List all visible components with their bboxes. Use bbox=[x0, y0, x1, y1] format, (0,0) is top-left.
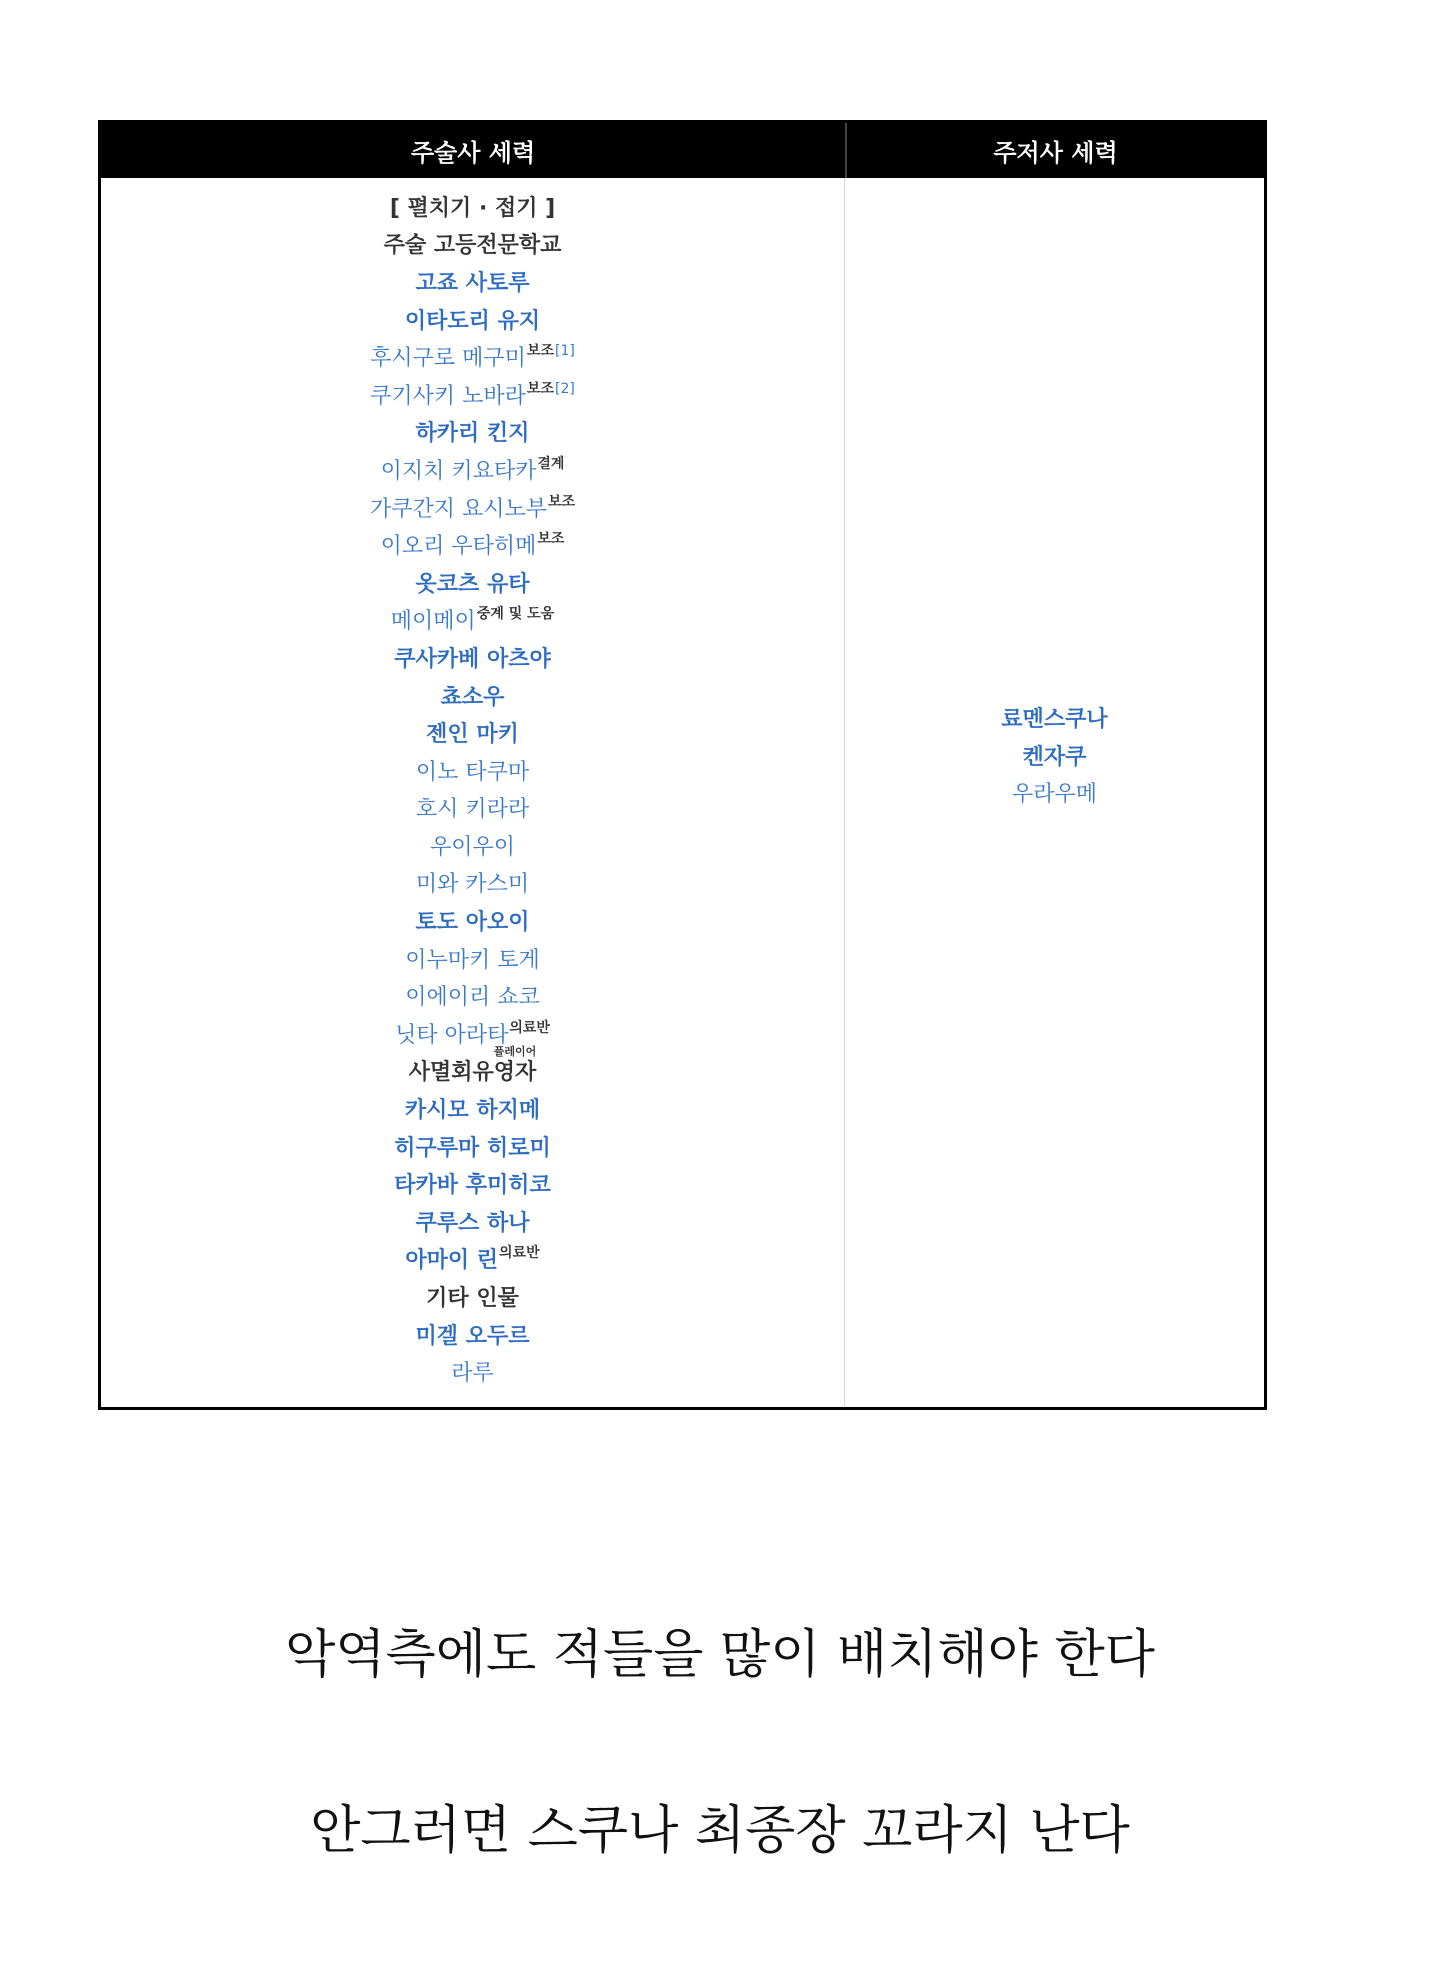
ruby-base: 영자 bbox=[493, 1060, 537, 1086]
section-heading bbox=[384, 228, 562, 266]
row-label: 주술 고등전문학교 bbox=[383, 233, 562, 259]
character-link[interactable] bbox=[416, 867, 529, 905]
expand-collapse-toggle[interactable]: [ 펼치기 · 접기 ] bbox=[389, 195, 556, 221]
row-label[interactable]: 이노 타쿠마 bbox=[415, 759, 530, 785]
character-link[interactable] bbox=[416, 792, 529, 830]
row-label[interactable]: 닛타 아라타 bbox=[395, 1022, 509, 1048]
character-link[interactable] bbox=[441, 679, 505, 717]
header-curse-user-faction: 주저사 세력 bbox=[993, 139, 1118, 167]
character-link[interactable] bbox=[381, 453, 565, 491]
character-link[interactable] bbox=[405, 1243, 539, 1281]
row-label[interactable]: 미겔 오두르 bbox=[415, 1323, 530, 1349]
character-link[interactable] bbox=[416, 566, 530, 604]
character-link[interactable] bbox=[394, 641, 550, 679]
character-link[interactable] bbox=[394, 1130, 550, 1168]
row-label[interactable]: 카시모 하지메 bbox=[404, 1098, 541, 1124]
table-body bbox=[101, 178, 1264, 1407]
character-link[interactable]: 우라우메 bbox=[1011, 782, 1097, 808]
row-label[interactable]: 쵸소우 bbox=[440, 684, 505, 710]
character-link[interactable] bbox=[416, 265, 530, 303]
heading-text: 사멸회유 bbox=[408, 1060, 494, 1086]
row-label[interactable]: 후시구로 메구미 bbox=[370, 346, 526, 372]
character-link[interactable] bbox=[405, 942, 540, 980]
character-link[interactable] bbox=[416, 904, 530, 942]
row-label[interactable]: 쿠기사키 노바라 bbox=[370, 383, 526, 409]
row-label[interactable]: 이지치 키요타카 bbox=[380, 458, 537, 484]
character-link[interactable] bbox=[370, 378, 575, 416]
role-annotation: 보조 bbox=[537, 531, 565, 548]
role-annotation: 중계 및 도움 bbox=[476, 606, 555, 623]
row-label[interactable]: 우이우이 bbox=[429, 834, 515, 860]
role-annotation: 보조 bbox=[526, 343, 554, 360]
curse-user-faction-list bbox=[845, 178, 1264, 1407]
faction-table bbox=[98, 120, 1267, 1410]
row-label[interactable]: 이오리 우타히메 bbox=[380, 534, 537, 560]
character-link[interactable] bbox=[370, 491, 575, 529]
character-link[interactable] bbox=[370, 340, 575, 378]
character-link[interactable]: 료멘스쿠나 bbox=[1001, 706, 1108, 732]
character-link[interactable] bbox=[416, 1318, 530, 1356]
row-label[interactable]: 쿠루스 하나 bbox=[415, 1210, 530, 1236]
row-label[interactable]: 젠인 마키 bbox=[426, 722, 519, 748]
row-label[interactable]: 이누마키 토게 bbox=[405, 947, 540, 973]
row-label[interactable]: 라루 bbox=[451, 1361, 494, 1387]
row-label[interactable]: 호시 키라라 bbox=[415, 797, 530, 823]
caption-line-1: 악역측에도 적들을 많이 배치해야 한다 bbox=[285, 1625, 1155, 1685]
table-header bbox=[101, 123, 1264, 178]
row-label[interactable]: 쿠사카베 아츠야 bbox=[394, 646, 551, 672]
character-link[interactable] bbox=[405, 303, 540, 341]
caption-line-2: 안그러면 스쿠나 최종장 꼬라지 난다 bbox=[310, 1801, 1130, 1861]
row-label[interactable]: 타카바 후미히코 bbox=[394, 1173, 551, 1199]
character-link[interactable] bbox=[394, 1167, 550, 1205]
role-annotation: 보조 bbox=[547, 493, 576, 510]
character-link[interactable]: 켄자쿠 bbox=[1022, 744, 1087, 770]
character-link[interactable] bbox=[416, 754, 529, 792]
row-label[interactable]: 이타도리 유지 bbox=[404, 308, 541, 334]
row-label[interactable]: 토도 아오이 bbox=[415, 910, 530, 936]
row-label[interactable]: 하카리 킨지 bbox=[415, 421, 530, 447]
character-link[interactable] bbox=[381, 528, 565, 566]
row-label[interactable]: 이에이리 쇼코 bbox=[405, 985, 540, 1011]
row-label[interactable]: 가쿠간지 요시노부 bbox=[369, 496, 547, 522]
footnote-ref[interactable]: [2] bbox=[554, 380, 575, 397]
row-label[interactable]: 미와 카스미 bbox=[415, 872, 530, 898]
role-annotation: 의료반 bbox=[509, 1019, 550, 1036]
character-link[interactable] bbox=[416, 416, 530, 454]
role-annotation: 결계 bbox=[537, 455, 565, 472]
role-annotation: 보조 bbox=[526, 380, 554, 397]
row-label[interactable]: 아마이 린 bbox=[405, 1248, 499, 1274]
row-label[interactable]: 고죠 사토루 bbox=[415, 270, 530, 296]
row-label[interactable]: 메이메이 bbox=[390, 609, 476, 635]
character-link[interactable] bbox=[430, 829, 515, 867]
row-label[interactable]: 히구루마 히로미 bbox=[394, 1135, 551, 1161]
character-link[interactable] bbox=[391, 604, 554, 642]
role-annotation: 의료반 bbox=[499, 1245, 540, 1262]
footnote-ref[interactable]: [1] bbox=[554, 343, 575, 360]
row-label: 기타 인물 bbox=[426, 1286, 519, 1312]
sorcerer-faction-list bbox=[101, 178, 845, 1407]
section-heading bbox=[408, 1045, 537, 1093]
section-heading bbox=[426, 1280, 519, 1318]
ruby-annotation: 플레이어 bbox=[493, 1045, 537, 1059]
character-link[interactable] bbox=[416, 1205, 530, 1243]
character-link[interactable] bbox=[405, 979, 540, 1017]
header-sorcerer-faction: 주술사 세력 bbox=[101, 123, 847, 178]
ruby-annotated-text bbox=[493, 1045, 537, 1086]
row-label[interactable]: 옷코츠 유타 bbox=[415, 571, 530, 597]
character-link[interactable] bbox=[451, 1355, 494, 1393]
character-link[interactable] bbox=[426, 716, 519, 754]
character-link[interactable] bbox=[405, 1092, 540, 1130]
